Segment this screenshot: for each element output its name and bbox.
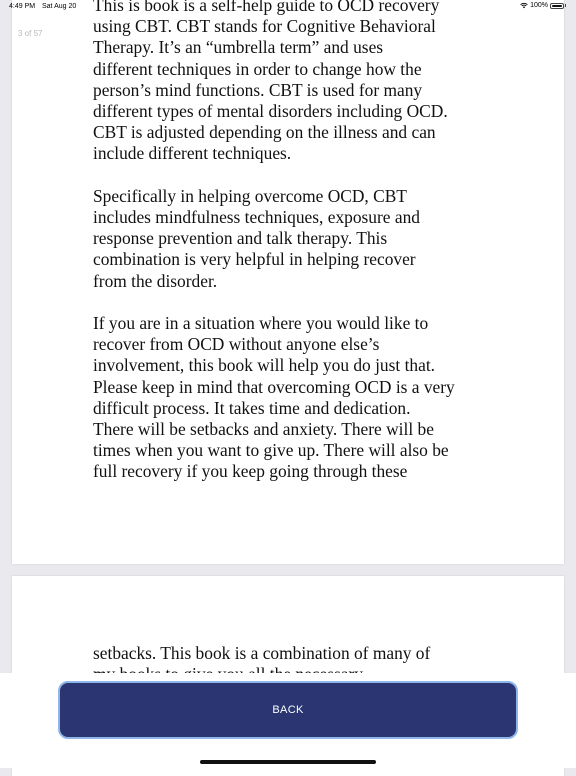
paragraph: Specifically in helping overcome OCD, CBT includes mindfulness techniques, exposure and response prevention and talk therapy. This combination is very helpful in helping recover from the disorder. xyxy=(93,185,420,291)
battery-icon xyxy=(550,3,564,9)
bottom-panel xyxy=(0,673,576,768)
paragraph: setbacks. This book is a combination of many of xyxy=(93,643,431,663)
status-time: 4:49 PM xyxy=(9,3,36,10)
status-bar xyxy=(0,0,576,14)
back-button[interactable]: BACK xyxy=(58,681,518,739)
wifi-icon xyxy=(520,2,528,9)
battery-tip xyxy=(565,4,566,7)
page-counter: 3 of 57 xyxy=(18,29,43,38)
battery-percent: 100% xyxy=(530,2,548,9)
status-indicators xyxy=(520,2,566,9)
page-1-text xyxy=(93,0,493,504)
paragraph: If you are in a situation where you would like to recover from OCD without anyone else’s involvement, this book will help you do just that. Please keep in mind that overcoming OCD is a very difficult process. It takes time and dedication. There will be setbacks and anxiety. There will be times when you want to give up. There will also be full recovery if you keep going through these xyxy=(93,313,455,482)
paragraph: This is book is a self-help guide to OCD recovery using CBT. CBT stands for Cognitive Behavioral Therapy. It’s an “umbrella term” and uses different techniques in order to change how the person’s mind functions. CBT is used for many different types of mental disorders including OCD. CBT is adjusted depending on the illness and can include different techniques. xyxy=(93,0,448,164)
status-date: Sat Aug 20 xyxy=(42,3,77,10)
home-indicator[interactable] xyxy=(200,760,376,764)
